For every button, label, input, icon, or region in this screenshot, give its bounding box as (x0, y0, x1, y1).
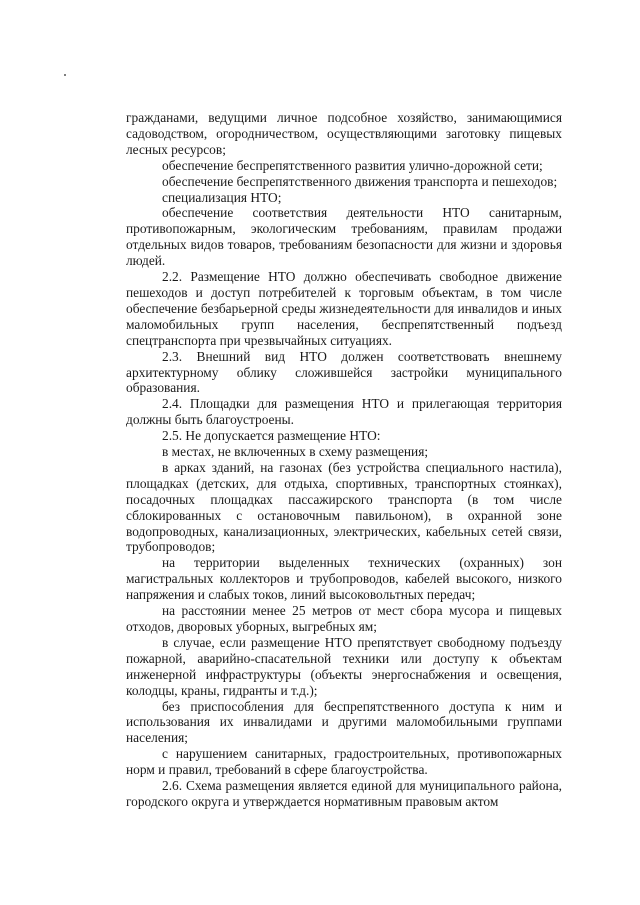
paragraph-2: обеспечение беспрепятственного развития улично-дорожной сети; (162, 157, 543, 173)
list-item-4: на расстоянии менее 25 метров от мест сбора мусора и пищевых отходов, дворовых уборных, выгребных ям; (126, 603, 562, 634)
list-item-1: в местах, не включенных в схему размещения; (162, 444, 429, 460)
list-item-5: в случае, если размещение НТО препятствует свободному подъезду пожарной, аварийно-спасательной техники или доступу к объектам инженерной инфраструктуры (объекты энергоснабжения и освещения, колодцы, краны, гидранты и т.д.); (126, 634, 562, 698)
document-body (126, 110, 562, 810)
scan-speck (64, 74, 66, 76)
paragraph-1: гражданами, ведущими личное подсобное хозяйство, занимающимися садоводством, огородничеством, осуществляющими заготовку пищевых лесных ресурсов; (126, 110, 562, 157)
section-2-4: 2.4. Площадки для размещения НТО и прилегающая территория должны быть благоустроены. (126, 396, 562, 428)
paragraph-3: обеспечение беспрепятственного движения транспорта и пешеходов; (162, 173, 558, 189)
list-item-2: в арках зданий, на газонах (без устройства специального настила), площадках (детских, для отдыха, спортивных, транспортных стоянках), посадочных площадках пассажирского транспорта (в том числе сблокированных с остановочным павильоном), в охранной зоне водопроводных, канализационных, электрических, кабельных сетей связи, трубопроводов; (126, 459, 562, 555)
list-item-7: с нарушением санитарных, градостроительных, противопожарных норм и правил, требований в сфере благоустройства. (126, 746, 562, 778)
list-item-3: на территории выделенных технических (охранных) зон магистральных коллекторов и трубопроводов, кабелей высокого, низкого напряжения и слабых токов, линий высоковольтных передач; (126, 555, 562, 603)
paragraph-5: обеспечение соответствия деятельности НТО санитарным, противопожарным, экологическим требованиям, правилам продажи отдельных видов товаров, требованиям безопасности для жизни и здоровья людей. (126, 205, 562, 269)
paragraph-4: специализация НТО; (162, 189, 282, 205)
section-2-2: 2.2. Размещение НТО должно обеспечивать свободное движение пешеходов и доступ потребителей к торговым объектам, в том числе обеспечение безбарьерной среды жизнедеятельности для инвалидов и иных маломобильных групп населения, беспрепятственный подъезд спецтранспорта при чрезвычайных ситуациях. (126, 269, 562, 348)
section-2-3: 2.3. Внешний вид НТО должен соответствовать внешнему архитектурному облику сложившейся застройки муниципального образования. (126, 348, 562, 396)
section-2-6: 2.6. Схема размещения является единой для муниципального района, городского округа и утверждается нормативным правовым актом (126, 778, 562, 809)
list-item-6: без приспособления для беспрепятственного доступа к ним и использования их инвалидами и другими маломобильными группами населения; (126, 698, 562, 746)
section-2-5: 2.5. Не допускается размещение НТО: (162, 428, 381, 444)
